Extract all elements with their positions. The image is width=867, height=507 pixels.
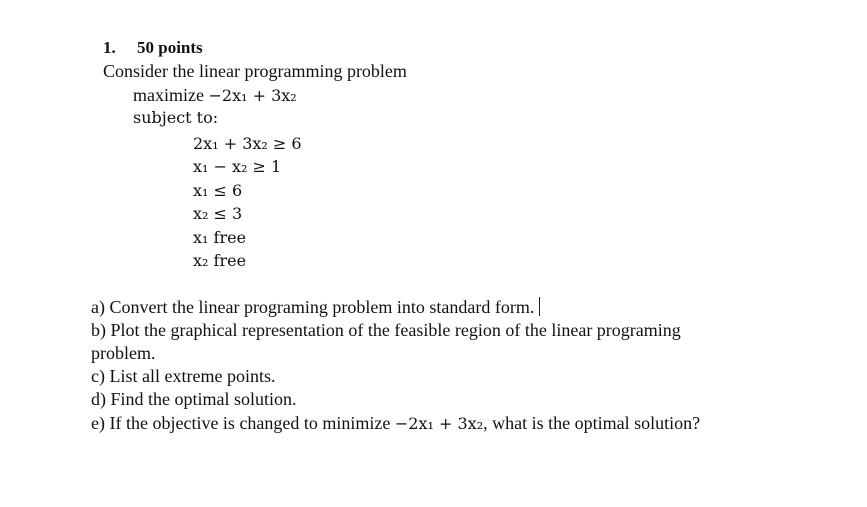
constraint-6: x₂ free [193,251,247,270]
constraint-1: 2x₁ + 3x₂ ≥ 6 [193,134,302,153]
text-cursor [539,297,540,316]
question-e-prefix: e) If the objective is changed to minimize [91,413,391,433]
constraint-5: x₁ free [193,228,247,247]
question-a [91,296,540,318]
question-e-expression: −2x₁ + 3x₂ [394,414,484,433]
constraint-2: x₁ − x₂ ≥ 1 [193,157,282,176]
subject-to-label: subject to: [133,108,219,127]
constraint-4: x₂ ≤ 3 [193,204,243,223]
objective-word: maximize [133,85,204,105]
constraint-3: x₁ ≤ 6 [193,181,243,200]
question-a-text: a) Convert the linear programing problem into standard form. [91,297,535,317]
objective-expression: −2x₁ + 3x₂ [208,86,297,105]
problem-heading [103,37,203,59]
question-b-line1: b) Plot the graphical representation of the feasible region of the linear programing [91,320,681,340]
question-c: c) List all extreme points. [91,366,276,386]
problem-points: 50 points [137,38,203,57]
question-b-line2: problem. [91,343,156,363]
objective-line [133,84,297,107]
question-e-suffix: , what is the optimal solution? [483,413,701,433]
problem-number: 1. [103,38,116,57]
problem-intro: Consider the linear programming problem [103,61,407,81]
question-e [91,412,700,435]
question-d: d) Find the optimal solution. [91,389,297,409]
